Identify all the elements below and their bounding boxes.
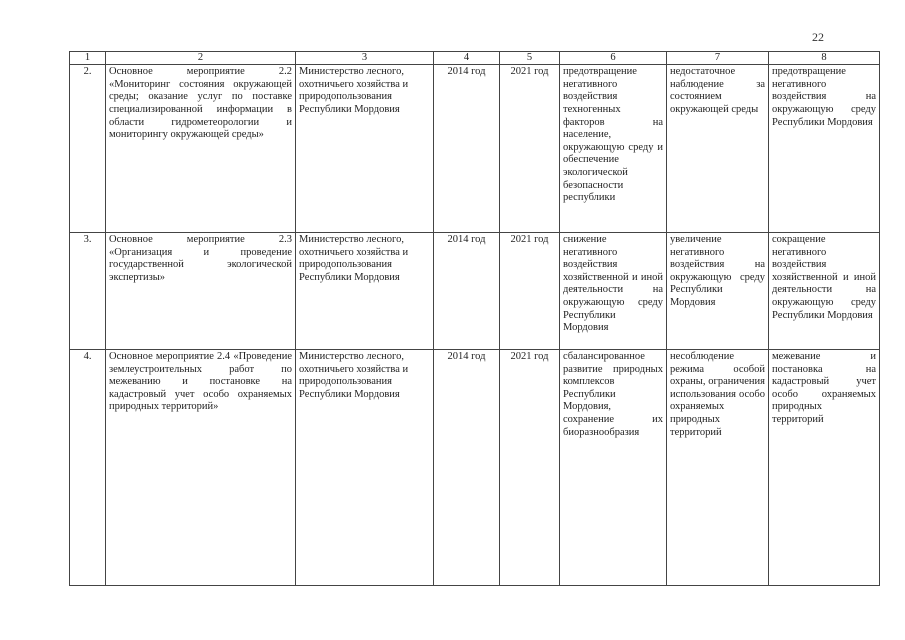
consequence-cell: недостаточное наблюдение за состоянием окружающей среды — [667, 65, 769, 233]
end-year-cell: 2021 год — [500, 350, 560, 586]
header-cell: 3 — [296, 52, 434, 65]
end-year-cell: 2021 год — [500, 233, 560, 350]
executor-cell: Министерство лесного, охотничьего хозяйства и природопользования Республики Мордовия — [296, 65, 434, 233]
event-cell: Основное мероприятие 2.4 «Проведение землеустроительных работ по межеванию и постановке на кадастровый учет особо охраняемых природных территорий» — [106, 350, 296, 586]
link-cell: сокращение негативного воздействия хозяйственной и иной деятельности на окружающую среду Республики Мордовия — [769, 233, 880, 350]
event-cell: Основное мероприятие 2.3 «Организация и проведение государственной экологической экспертизы» — [106, 233, 296, 350]
result-cell: снижение негативного воздействия хозяйственной и иной деятельности на окружающую среду Республики Мордовия — [560, 233, 667, 350]
consequence-cell: увеличение негативного воздействия на окружающую среду Республики Мордовия — [667, 233, 769, 350]
events-table — [69, 51, 880, 586]
table-row — [70, 350, 880, 586]
executor-cell: Министерство лесного, охотничьего хозяйства и природопользования Республики Мордовия — [296, 233, 434, 350]
table-row — [70, 65, 880, 233]
executor-cell: Министерство лесного, охотничьего хозяйства и природопользования Республики Мордовия — [296, 350, 434, 586]
header-cell: 2 — [106, 52, 296, 65]
start-year-cell: 2014 год — [434, 350, 500, 586]
page-number: 22 — [812, 30, 824, 44]
link-cell: предотвращение негативного воздействия на окружающую среду Республики Мордовия — [769, 65, 880, 233]
header-cell: 5 — [500, 52, 560, 65]
start-year-cell: 2014 год — [434, 233, 500, 350]
row-number: 3. — [70, 233, 106, 350]
consequence-cell: несоблюдение режима особой охраны, ограничения использования особо охраняемых природных территорий — [667, 350, 769, 586]
result-cell: сбалансированное развитие природных комплексов Республики Мордовия, сохранение их биоразнообразия — [560, 350, 667, 586]
row-number: 2. — [70, 65, 106, 233]
row-number: 4. — [70, 350, 106, 586]
link-cell: межевание и постановка на кадастровый учет особо охраняемых природных территорий — [769, 350, 880, 586]
end-year-cell: 2021 год — [500, 65, 560, 233]
start-year-cell: 2014 год — [434, 65, 500, 233]
header-cell: 1 — [70, 52, 106, 65]
header-cell: 8 — [769, 52, 880, 65]
event-cell: Основное мероприятие 2.2 «Мониторинг состояния окружающей среды; оказание услуг по поставке специализированной информации в области гидрометеорологии и мониторингу окружающей среды» — [106, 65, 296, 233]
header-cell: 7 — [667, 52, 769, 65]
table-row — [70, 233, 880, 350]
result-cell: предотвращение негативного воздействия техногенных факторов на население, окружающую среду и обеспечение экологической безопасности республики — [560, 65, 667, 233]
header-cell: 4 — [434, 52, 500, 65]
header-cell: 6 — [560, 52, 667, 65]
header-row — [70, 52, 880, 65]
